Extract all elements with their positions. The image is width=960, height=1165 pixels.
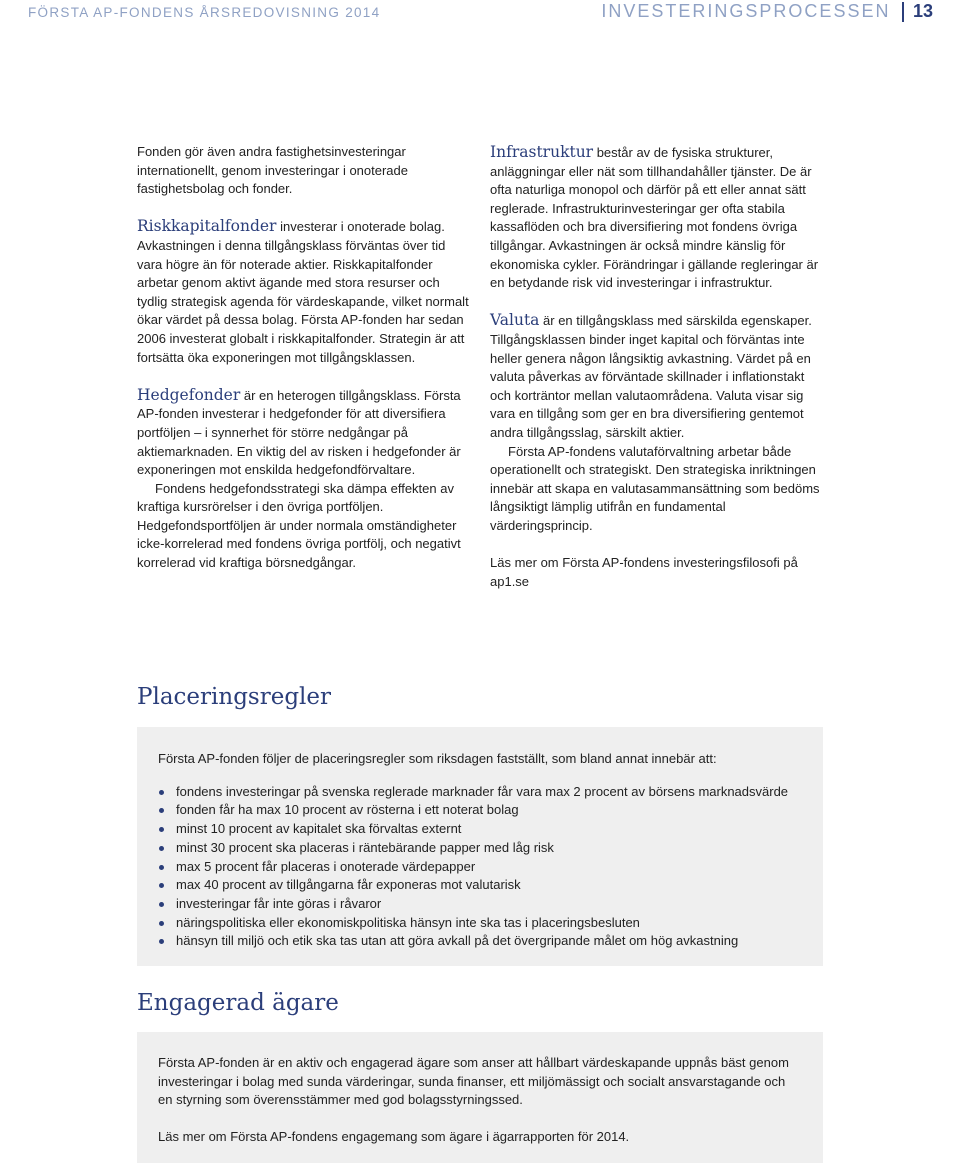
valuta-lead: Valuta (490, 311, 540, 330)
list-item: fonden får ha max 10 procent av rösterna i ett noterat bolag (158, 801, 803, 820)
valuta-text: är en tillgångsklass med särskilda egenskaper. Tillgångsklassen binder inget kapital och förväntas inte heller genera någon långsiktig avkastning. Värdet på en valuta påverkas av förväntade skillnader i inflationstakt och korträntor mellan valutaområdena. Valuta visar sig vara en tillgång som ger en bra diversifiering gentemot andra tillgångsslag, särskilt aktier. (490, 313, 812, 440)
header-divider (902, 2, 904, 22)
placeringsregler-intro: Första AP-fonden följer de placeringsregler som riksdagen fastställt, som bland annat innebär att: (158, 751, 717, 766)
hedge-paragraph (137, 386, 472, 480)
infra-paragraph (490, 143, 825, 293)
section-title: INVESTERINGSPROCESSEN (601, 1, 891, 21)
list-item: näringspolitiska eller ekonomiskpolitiska hänsyn inte ska tas i placeringsbesluten (158, 914, 803, 933)
infra-lead: Infrastruktur (490, 143, 594, 161)
placeringsregler-title: Placeringsregler (137, 684, 332, 710)
hedge-lead: Hedgefonder (137, 385, 241, 404)
list-item: max 40 procent av tillgångarna får exponeras mot valutarisk (158, 876, 803, 895)
infra-text: består av de fysiska strukturer, anläggningar eller nät som tillhandahåller tjänster. De är ofta naturliga monopol och därför på ett eller annat sätt reglerade. Infrastrukturinvesteringar ger ofta stabila kassaflöden och bra diversifiering mot fondens övriga tillgångar. Avkastningen är också mindre känslig för ekonomiska cykler. Förändringar i gällande regleringar är en betydande risk vid investeringar i infrastruktur. (490, 145, 819, 291)
riskkapital-text: investerar i onoterade bolag. Avkastningen i denna tillgångsklass förväntas över tid vara högre än för noterade aktier. Riskkapitalfonder arbetar genom aktivt ägande med stora resurser och tydlig strategisk agenda för värdeskapande, vilket normalt ökar värdet på dessa bolag. Första AP-fonden har sedan 2006 investerat globalt i riskkapitalfonder. Strategin är att fortsätta öka exponeringen mot tillgångsklassen. (137, 219, 469, 365)
list-item: fondens investeringar på svenska reglerade marknader får vara max 2 procent av börsens marknadsvärde (158, 783, 803, 802)
list-item: minst 10 procent av kapitalet ska förvaltas externt (158, 820, 803, 839)
left-column (137, 143, 472, 573)
placeringsregler-box (137, 727, 823, 966)
valuta-paragraph-2: Första AP-fondens valutaförvaltning arbetar både operationellt och strategiskt. Den strategiska inriktningen innebär att skapa en valutasammansättning som bedöms långsiktigt lämplig utifrån en fundamental värderingsprincip. (490, 443, 820, 533)
list-item: minst 30 procent ska placeras i räntebärande papper med låg risk (158, 839, 803, 858)
agarrapport-link[interactable]: Läs mer om Första AP-fondens engagemang som ägare i ägarrapporten för 2014. (158, 1129, 630, 1145)
riskkapital-lead: Riskkapitalfonder (137, 217, 277, 236)
right-column (490, 143, 825, 591)
page-number: 13 (912, 1, 933, 21)
engagerad-agare-text: Första AP-fonden är en aktiv och engagerad ägare som anser att hållbart värdeskapande uppnås bäst genom investeringar i bolag med sunda värderingar, sunda finanser, ett miljömässigt och socialt ansvarstagande och en styrning som överensstämmer med god bolagsstyrningssed. (158, 1055, 789, 1108)
list-item: max 5 procent får placeras i onoterade värdepapper (158, 858, 803, 877)
report-title: FÖRSTA AP-FONDENS ÅRSREDOVISNING 2014 (28, 5, 381, 20)
engagerad-agare-title: Engagerad ägare (137, 990, 339, 1016)
page-header-right (601, 1, 933, 22)
hedge-text: är en heterogen tillgångsklass. Första AP-fonden investerar i hedgefonder för att diversifiera portföljen – i synnerhet för större nedgångar på aktiemarknaden. En viktig del av risken i hedgefonder är exponeringen mot enskilda hedgefondförvaltare. (137, 387, 461, 478)
hedge-paragraph-2: Fondens hedgefondsstrategi ska dämpa effekten av kraftiga kursrörelser i den övriga portföljen. Hedgefondsportföljen är under normala omständigheter icke-korrelerad med fondens övriga portfölj, och negativt korrelerad vid kraftiga börsnedgångar. (137, 480, 461, 571)
valuta-paragraph (490, 311, 825, 442)
list-item: hänsyn till miljö och etik ska tas utan att göra avkall på det övergripande målet om hög avkastning (158, 932, 803, 951)
list-item: investeringar får inte göras i råvaror (158, 895, 803, 914)
engagerad-agare-box (137, 1032, 823, 1163)
fastighet-paragraph: Fonden gör även andra fastighetsinvesteringar internationellt, genom investeringar i onoterade fastighetsbolag och fonder. (137, 144, 409, 197)
read-more-link[interactable]: Läs mer om Första AP-fondens investeringsfilosofi på ap1.se (490, 555, 798, 589)
riskkapital-paragraph (137, 217, 472, 367)
placeringsregler-list (158, 783, 803, 951)
